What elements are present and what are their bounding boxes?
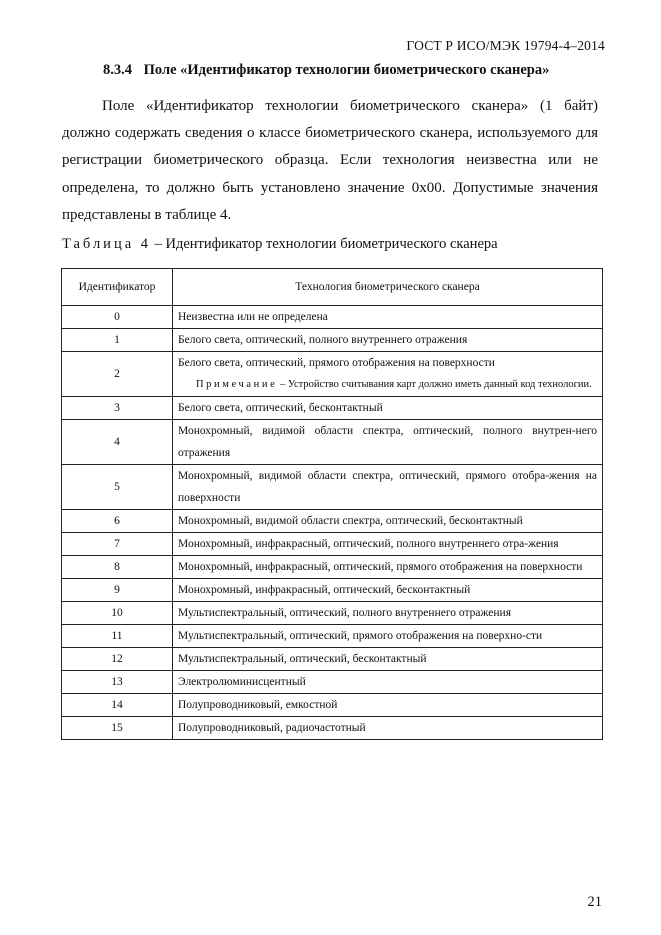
row-id: 12	[62, 648, 173, 671]
section-heading	[103, 62, 603, 79]
table-row	[62, 533, 603, 556]
note-text: – Устройство считывания карт должно иметь данный код технологии.	[277, 379, 592, 390]
row-id: 6	[62, 510, 173, 533]
table-caption-label: Таблица 4	[62, 236, 152, 252]
section-title: Поле «Идентификатор технологии биометрического сканера»	[143, 62, 550, 78]
row-technology: Монохромный, видимой области спектра, оптический, полного внутрен-него отражения	[173, 420, 603, 465]
table-row	[62, 717, 603, 740]
table-row	[62, 671, 603, 694]
row-technology: Монохромный, видимой области спектра, оптический, прямого отобра-жения на поверхности	[173, 465, 603, 510]
row-id: 9	[62, 579, 173, 602]
row-id: 0	[62, 306, 173, 329]
table-row	[62, 694, 603, 717]
table-header-row	[62, 269, 603, 306]
note-label: Примечание	[196, 379, 278, 390]
table-row	[62, 579, 603, 602]
page-number: 21	[587, 894, 602, 910]
row-id: 15	[62, 717, 173, 740]
row-id: 7	[62, 533, 173, 556]
document-code: ГОСТ Р ИСО/МЭК 19794-4–2014	[406, 38, 605, 53]
table-row	[62, 352, 603, 397]
row-id: 5	[62, 465, 173, 510]
scanner-technology-table	[61, 268, 603, 740]
header-technology: Технология биометрического сканера	[173, 269, 603, 306]
row-id: 14	[62, 694, 173, 717]
row-technology: Монохромный, инфракрасный, оптический, полного внутреннего отра-жения	[173, 533, 603, 556]
table-row	[62, 329, 603, 352]
header-id: Идентификатор	[62, 269, 173, 306]
table-row	[62, 625, 603, 648]
row-id: 3	[62, 397, 173, 420]
row-id: 13	[62, 671, 173, 694]
table-caption	[62, 236, 498, 253]
row-technology: Монохромный, видимой области спектра, оптический, бесконтактный	[173, 510, 603, 533]
table-row	[62, 397, 603, 420]
row-id: 2	[62, 352, 173, 397]
row-technology-text: Белого света, оптический, прямого отображения на поверхности	[178, 357, 495, 369]
row-technology: Полупроводниковый, радиочастотный	[173, 717, 603, 740]
row-technology: Белого света, оптический, полного внутреннего отражения	[173, 329, 603, 352]
row-id: 8	[62, 556, 173, 579]
row-technology: Монохромный, инфракрасный, оптический, прямого отображения на поверхности	[173, 556, 603, 579]
row-technology: Электролюминисцентный	[173, 671, 603, 694]
row-id: 10	[62, 602, 173, 625]
table-caption-text: – Идентификатор технологии биометрического сканера	[151, 236, 498, 252]
row-technology: Мультиспектральный, оптический, бесконтактный	[173, 648, 603, 671]
row-id: 1	[62, 329, 173, 352]
table-row	[62, 420, 603, 465]
table-row	[62, 556, 603, 579]
row-id: 11	[62, 625, 173, 648]
section-number: 8.3.4	[103, 62, 132, 78]
table-row	[62, 306, 603, 329]
row-technology: Неизвестна или не определена	[173, 306, 603, 329]
row-technology: Монохромный, инфракрасный, оптический, бесконтактный	[173, 579, 603, 602]
row-technology: Мультиспектральный, оптический, прямого отображения на поверхно-сти	[173, 625, 603, 648]
row-technology: Полупроводниковый, емкостной	[173, 694, 603, 717]
table-row	[62, 465, 603, 510]
table-row	[62, 648, 603, 671]
row-note	[178, 374, 597, 396]
table-row	[62, 510, 603, 533]
row-technology: Белого света, оптический, бесконтактный	[173, 397, 603, 420]
row-technology	[173, 352, 603, 397]
row-technology: Мультиспектральный, оптический, полного внутреннего отражения	[173, 602, 603, 625]
body-paragraph: Поле «Идентификатор технологии биометрического сканера» (1 байт) должно содержать сведения о классе биометрического сканера, используемого для регистрации биометрического образца. Если технология неизвестна или не определена, то должно быть установлено значение 0x00. Допустимые значения представлены в таблице 4.	[62, 98, 598, 223]
table-row	[62, 602, 603, 625]
row-id: 4	[62, 420, 173, 465]
